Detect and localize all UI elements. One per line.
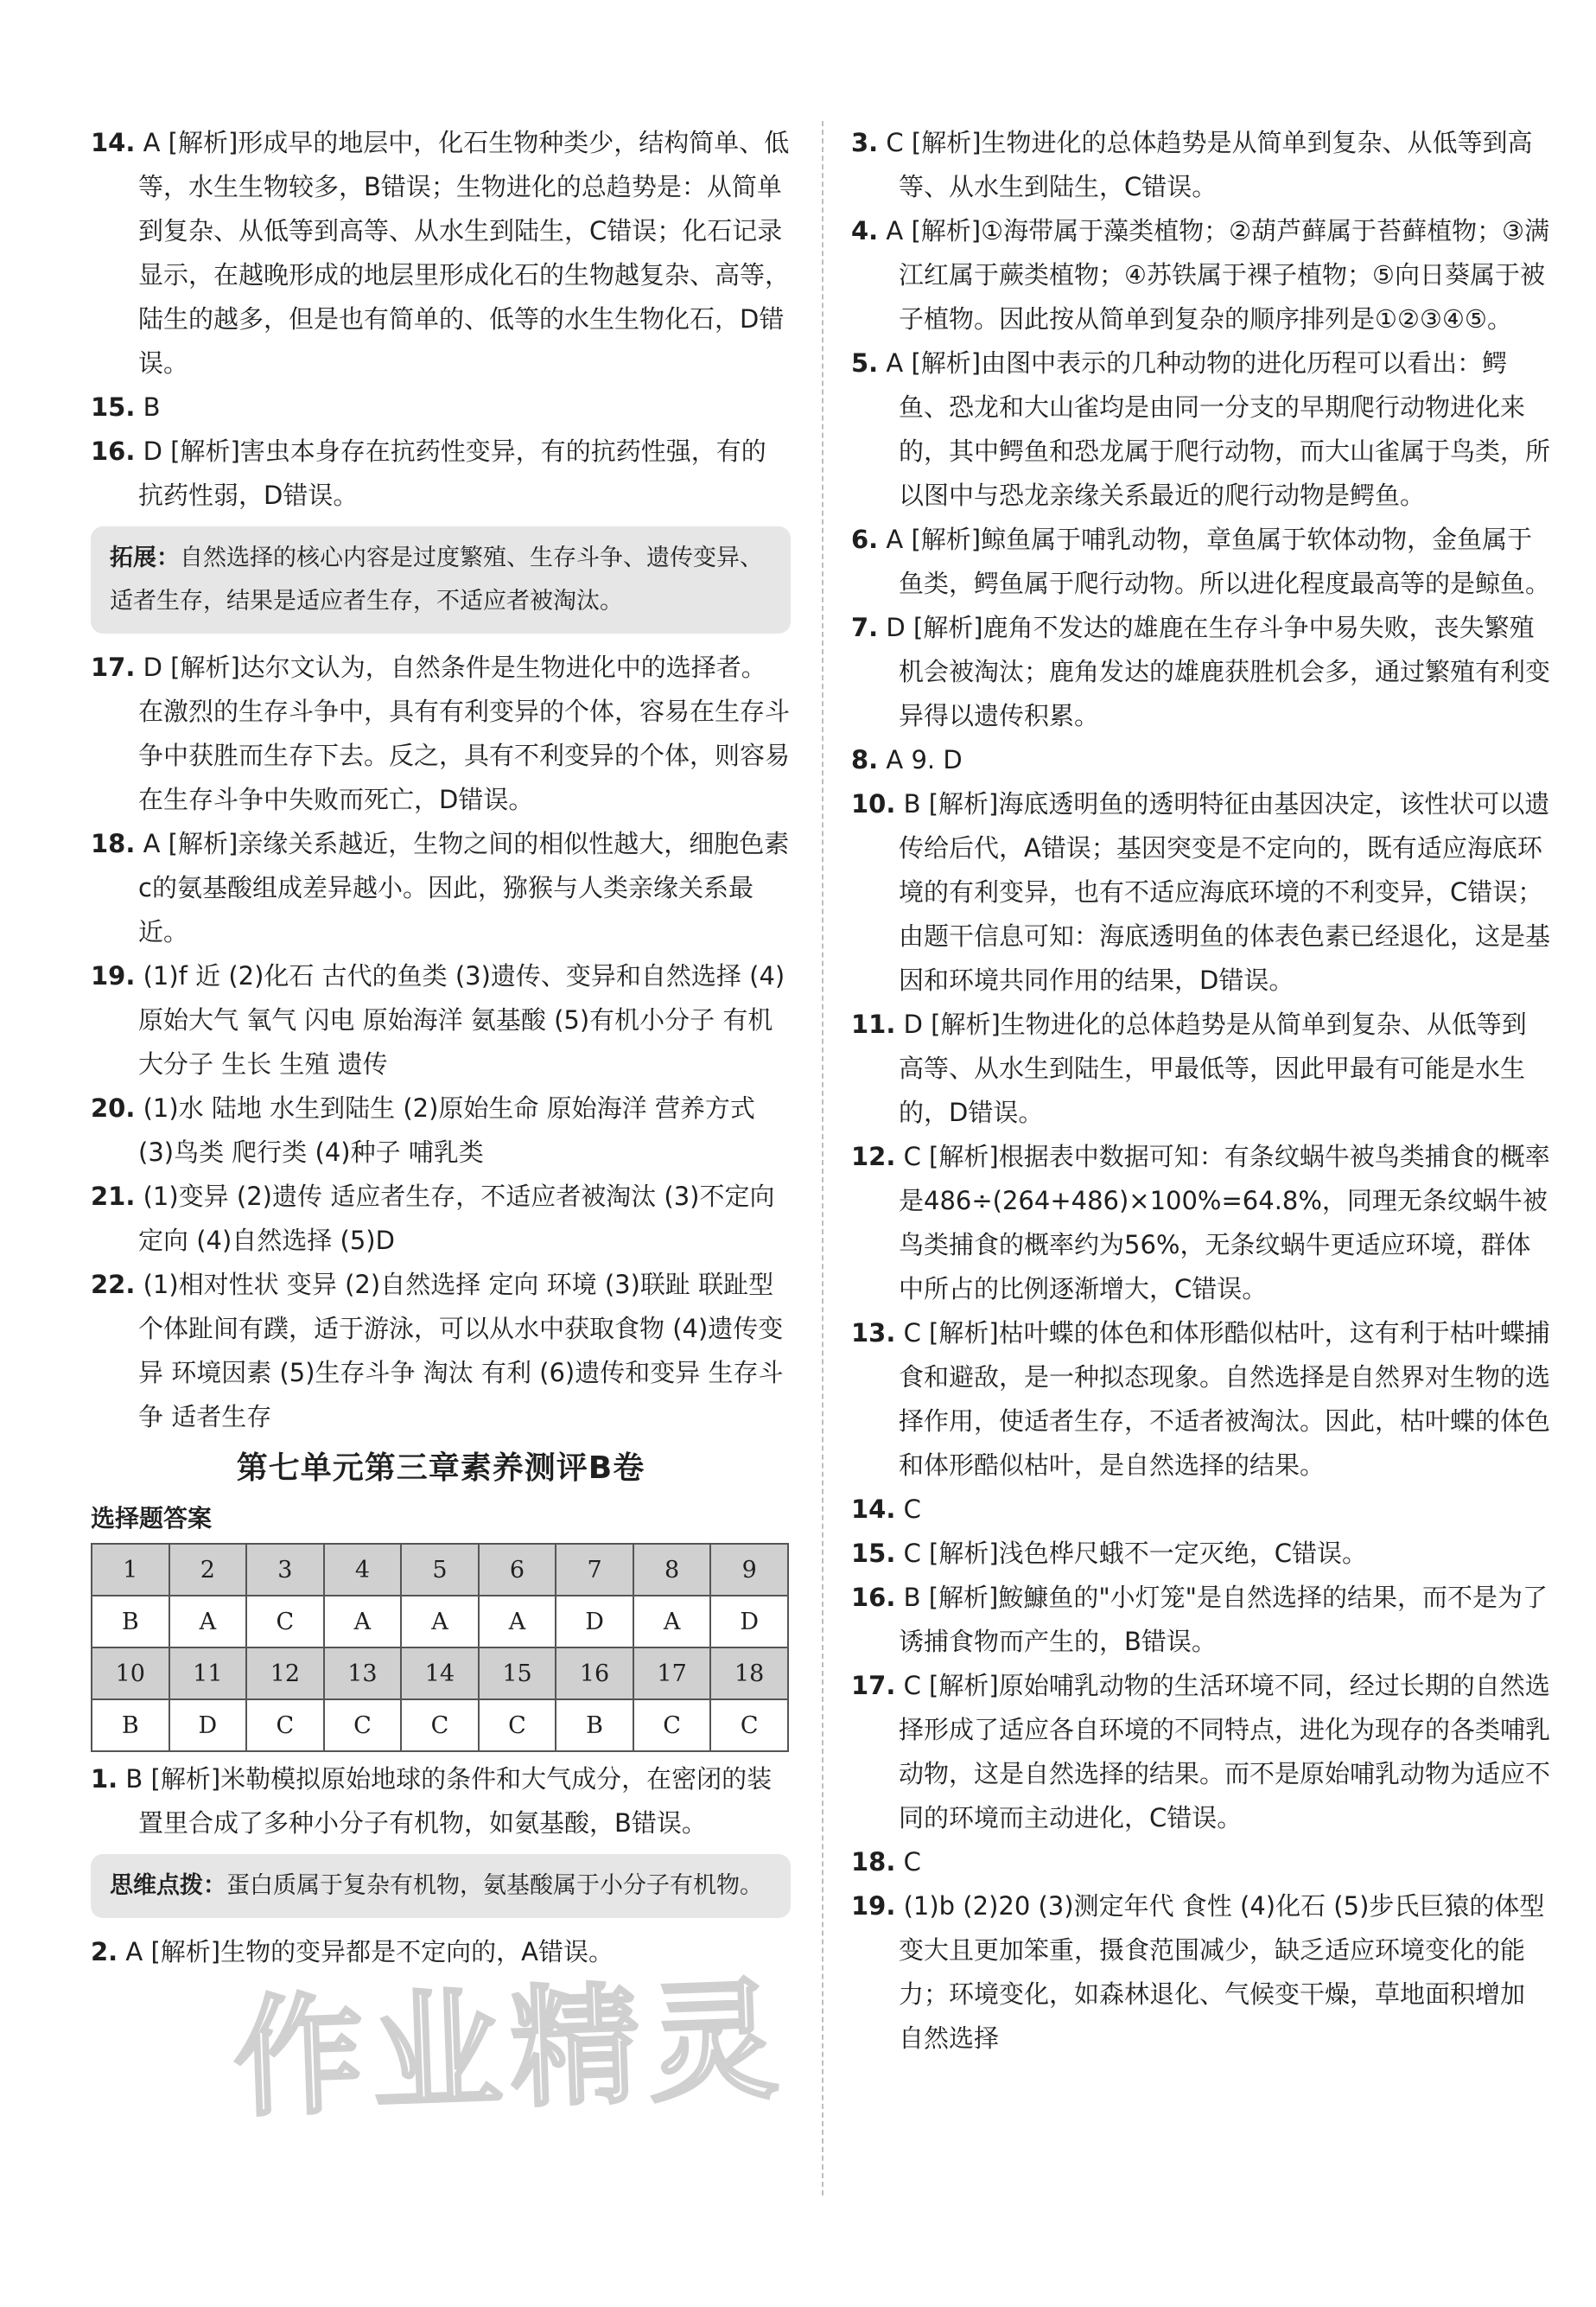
extension-note — [91, 526, 791, 634]
item-number: 17. — [91, 653, 136, 682]
answer-table-cell: 13 — [324, 1647, 402, 1699]
answer-item — [91, 121, 791, 386]
answer-table-cell: 12 — [246, 1647, 324, 1699]
answer-table-cell: 17 — [633, 1647, 711, 1699]
item-text: (1)b (2)20 (3)测定年代 食性 (4)化石 (5)步氏巨猿的体型变大且更加笨重，摄食范围减少，缺乏适应环境变化的能力；环境变化，如森林退化、气候变干燥，草地面积增加 自然选择 — [899, 1891, 1545, 2053]
item-number: 16. — [91, 437, 136, 466]
item-text: C [解析]浅色桦尺蛾不一定灭绝，C错误。 — [903, 1539, 1367, 1568]
answer-item — [851, 1135, 1551, 1311]
item-text: B [解析]米勒模拟原始地球的条件和大气成分，在密闭的装置里合成了多种小分子有机物，如氨基酸，B错误。 — [125, 1764, 773, 1838]
answer-item — [851, 209, 1551, 341]
item-text: (1)f 近 (2)化石 古代的鱼类 (3)遗传、变异和自然选择 (4)原始大气 氧气 闪电 原始海洋 氨基酸 (5)有机小分子 有机大分子 生长 生殖 遗传 — [138, 961, 785, 1079]
answer-table-cell: C — [246, 1596, 324, 1647]
item-text: B — [143, 392, 161, 422]
item-number: 5. — [851, 348, 879, 378]
item-text: A [解析]形成早的地层中，化石生物种类少，结构简单、低等，水生生物较多，B错误；生物进化的总趋势是：从简单到复杂、从低等到高等、从水生到陆生，C错误；化石记录显示，在越晚形成的地层里形成化石的生物越复杂、高等，陆生的越多，但是也有简单的、低等的水生生物化石，D错误。 — [138, 128, 791, 378]
item-number: 16. — [851, 1583, 896, 1612]
answer-table-cell: 9 — [710, 1544, 788, 1596]
answer-item — [851, 1884, 1551, 2061]
extension-text: 自然选择的核心内容是过度繁殖、生存斗争、遗传变异、适者生存，结果是适应者生存，不适应者被淘汰。 — [110, 545, 763, 615]
answer-table-cell: D — [169, 1699, 247, 1751]
item-number: 3. — [851, 128, 879, 157]
right-column — [851, 121, 1551, 2061]
item-text: C [解析]原始哺乳动物的生活环境不同，经过长期的自然选择形成了适应各自环境的不同特点，进化为现存的各类哺乳动物，这是自然选择的结果。而不是原始哺乳动物为适应不同的环境而主动进化，C错误。 — [899, 1671, 1551, 1832]
answer-item — [851, 1576, 1551, 1664]
extension-label: 拓展： — [110, 545, 180, 571]
answer-table-cell: C — [479, 1699, 556, 1751]
left-column — [91, 121, 791, 1974]
answer-table-row-numbers-1 — [92, 1544, 788, 1596]
tip-text: 蛋白质属于复杂有机物，氨基酸属于小分子有机物。 — [226, 1872, 763, 1899]
section-title: 第七单元第三章素养测评B卷 — [236, 1450, 645, 1486]
answer-table-row-answers-1 — [92, 1596, 788, 1647]
answer-item — [851, 1664, 1551, 1840]
item-text: (1)变异 (2)遗传 适应者生存，不适应者被淘汰 (3)不定向 定向 (4)自然选择 (5)D — [138, 1182, 775, 1255]
item-number: 11. — [851, 1010, 896, 1039]
item-text: C — [903, 1494, 921, 1524]
answer-table-cell: 15 — [479, 1647, 556, 1699]
item-text: C — [903, 1847, 921, 1877]
item-number: 10. — [851, 789, 896, 819]
answer-table-cell: 6 — [479, 1544, 556, 1596]
item-number: 19. — [91, 961, 136, 991]
answer-item — [91, 1087, 791, 1175]
answer-table-cell: D — [556, 1596, 633, 1647]
answer-table — [91, 1543, 789, 1752]
item-number: 4. — [851, 216, 879, 245]
item-text: D [解析]达尔文认为，自然条件是生物进化中的选择者。在激烈的生存斗争中，具有有利变异的个体，容易在生存斗争中获胜而生存下去。反之，具有不利变异的个体，则容易在生存斗争中失败而死亡，D错误。 — [138, 653, 791, 814]
answer-table-cell: 1 — [92, 1544, 169, 1596]
answer-item — [91, 1757, 791, 1845]
answer-item — [91, 1175, 791, 1263]
item-text: C [解析]枯叶蝶的体色和体形酷似枯叶，这有利于枯叶蝶捕食和避敌，是一种拟态现象。自然选择是自然界对生物的选择作用，使适者生存，不适者被淘汰。因此，枯叶蝶的体色和体形酷似枯叶，是自然选择的结果。 — [899, 1318, 1551, 1480]
answer-table-row-numbers-2 — [92, 1647, 788, 1699]
item-text: C [解析]生物进化的总体趋势是从简单到复杂、从低等到高等、从水生到陆生，C错误。 — [886, 128, 1533, 201]
answer-item — [851, 1840, 1551, 1884]
answer-table-cell: 2 — [169, 1544, 247, 1596]
answer-item — [851, 518, 1551, 606]
item-text: (1)相对性状 变异 (2)自然选择 定向 环境 (3)联趾 联趾型个体趾间有蹼，适于游泳，可以从水中获取食物 (4)遗传变异 环境因素 (5)生存斗争 淘汰 有利 (6)遗传和变异 生存斗争 适者生存 — [138, 1270, 784, 1431]
item-text: B [解析]海底透明鱼的透明特征由基因决定，该性状可以遗传给后代，A错误；基因突变是不定向的，既有适应海底环境的有利变异，也有不适应海底环境的不利变异，C错误；由题干信息可知：海底透明鱼的体表色素已经退化，这是基因和环境共同作用的结果，D错误。 — [899, 789, 1551, 995]
answer-table-row-answers-2 — [92, 1699, 788, 1751]
right-answers — [851, 121, 1551, 2061]
answer-item — [851, 1532, 1551, 1576]
answer-item — [91, 822, 791, 954]
item-number: 15. — [91, 392, 136, 422]
answer-table-cell: 4 — [324, 1544, 402, 1596]
answer-item — [91, 954, 791, 1087]
answer-table-cell: C — [710, 1699, 788, 1751]
answer-table-cell: A — [401, 1596, 479, 1647]
answer-table-cell: 8 — [633, 1544, 711, 1596]
item-text: A [解析]生物的变异都是不定向的，A错误。 — [125, 1937, 614, 1966]
tip-label: 思维点拨： — [110, 1872, 226, 1899]
item-number: 1. — [91, 1764, 118, 1794]
answer-table-cell: A — [479, 1596, 556, 1647]
item-text: D [解析]鹿角不发达的雄鹿在生存斗争中易失败，丧失繁殖机会被淘汰；鹿角发达的雄鹿获胜机会多，通过繁殖有利变异得以遗传积累。 — [886, 613, 1551, 730]
answer-table-cell: 11 — [169, 1647, 247, 1699]
answer-item — [851, 782, 1551, 1003]
answer-table-cell: C — [401, 1699, 479, 1751]
answer-item — [851, 121, 1551, 209]
column-divider — [822, 121, 823, 2195]
answer-table-cell: C — [246, 1699, 324, 1751]
answer-item — [851, 341, 1551, 518]
item-number: 18. — [851, 1847, 896, 1877]
answer-item — [851, 1311, 1551, 1488]
item-number: 6. — [851, 525, 879, 554]
item-text: A [解析]①海带属于藻类植物；②葫芦藓属于苔藓植物；③满江红属于蕨类植物；④苏铁属于裸子植物；⑤向日葵属于被子植物。因此按从简单到复杂的顺序排列是①②③④⑤。 — [886, 216, 1550, 334]
item-number: 18. — [91, 829, 136, 858]
answer-table-cell: C — [633, 1699, 711, 1751]
item-number: 2. — [91, 1937, 118, 1966]
item-number: 12. — [851, 1142, 896, 1171]
left-answers-part3 — [91, 1757, 791, 1845]
left-answers-part2 — [91, 646, 791, 1439]
item-text: D [解析]生物进化的总体趋势是从简单到复杂、从低等到高等、从水生到陆生，甲最低等，因此甲最有可能是水生的，D错误。 — [899, 1010, 1527, 1127]
answer-item — [851, 738, 1551, 782]
item-number: 14. — [851, 1494, 896, 1524]
answer-table-label: 选择题答案 — [91, 1504, 213, 1533]
item-text: A [解析]由图中表示的几种动物的进化历程可以看出：鳄鱼、恐龙和大山雀均是由同一分支的早期爬行动物进化来的，其中鳄鱼和恐龙属于爬行动物，而大山雀属于鸟类，所以图中与恐龙亲缘关系最近的爬行动物是鳄鱼。 — [886, 348, 1551, 510]
watermark: 作业精灵 — [231, 1965, 790, 2136]
item-number: 22. — [91, 1270, 136, 1299]
item-text: A [解析]鲸鱼属于哺乳动物，章鱼属于软体动物，金鱼属于鱼类，鳄鱼属于爬行动物。所以进化程度最高等的是鲸鱼。 — [886, 525, 1551, 598]
item-text: B [解析]鮟鱇鱼的"小灯笼"是自然选择的结果，而不是为了诱捕食物而产生的，B错误。 — [899, 1583, 1548, 1656]
item-number: 21. — [91, 1182, 136, 1211]
item-number: 7. — [851, 613, 879, 642]
answer-table-cell: 5 — [401, 1544, 479, 1596]
item-number: 15. — [851, 1539, 896, 1568]
answer-table-cell: B — [92, 1699, 169, 1751]
item-text: A [解析]亲缘关系越近，生物之间的相似性越大，细胞色素c的氨基酸组成差异越小。因此，猕猴与人类亲缘关系最近。 — [138, 829, 790, 946]
answer-table-cell: A — [169, 1596, 247, 1647]
answer-table-cell: 18 — [710, 1647, 788, 1699]
answer-item — [91, 646, 791, 822]
item-number: 14. — [91, 128, 136, 157]
item-text: A 9. D — [886, 745, 963, 774]
answer-item — [851, 606, 1551, 738]
answer-item — [91, 430, 791, 518]
answer-table-cell: A — [324, 1596, 402, 1647]
answer-item — [851, 1003, 1551, 1135]
answer-table-cell: 16 — [556, 1647, 633, 1699]
answer-table-cell: C — [324, 1699, 402, 1751]
item-number: 19. — [851, 1891, 896, 1921]
left-answers-part1 — [91, 121, 791, 518]
item-number: 20. — [91, 1093, 136, 1123]
item-text: (1)水 陆地 水生到陆生 (2)原始生命 原始海洋 营养方式 (3)鸟类 爬行类 (4)种子 哺乳类 — [138, 1093, 755, 1167]
answer-table-cell: 10 — [92, 1647, 169, 1699]
answer-table-cell: B — [556, 1699, 633, 1751]
item-number: 8. — [851, 745, 879, 774]
answer-table-cell: 14 — [401, 1647, 479, 1699]
item-text: D [解析]害虫本身存在抗药性变异，有的抗药性强，有的抗药性弱，D错误。 — [138, 437, 766, 510]
item-text: C [解析]根据表中数据可知：有条纹蜗牛被鸟类捕食的概率是486÷(264+486)×100%=64.8%，同理无条纹蜗牛被鸟类捕食的概率约为56%，无条纹蜗牛更适应环境，群体中所占的比例逐渐增大，C错误。 — [899, 1142, 1550, 1303]
answer-table-cell: A — [633, 1596, 711, 1647]
answer-item — [91, 1263, 791, 1439]
answer-table-cell: B — [92, 1596, 169, 1647]
thinking-tip — [91, 1854, 791, 1918]
answer-table-cell: D — [710, 1596, 788, 1647]
answer-table-cell: 3 — [246, 1544, 324, 1596]
item-number: 17. — [851, 1671, 896, 1700]
item-number: 13. — [851, 1318, 896, 1348]
answer-table-cell: 7 — [556, 1544, 633, 1596]
answer-item — [851, 1488, 1551, 1532]
answer-item — [91, 386, 791, 430]
